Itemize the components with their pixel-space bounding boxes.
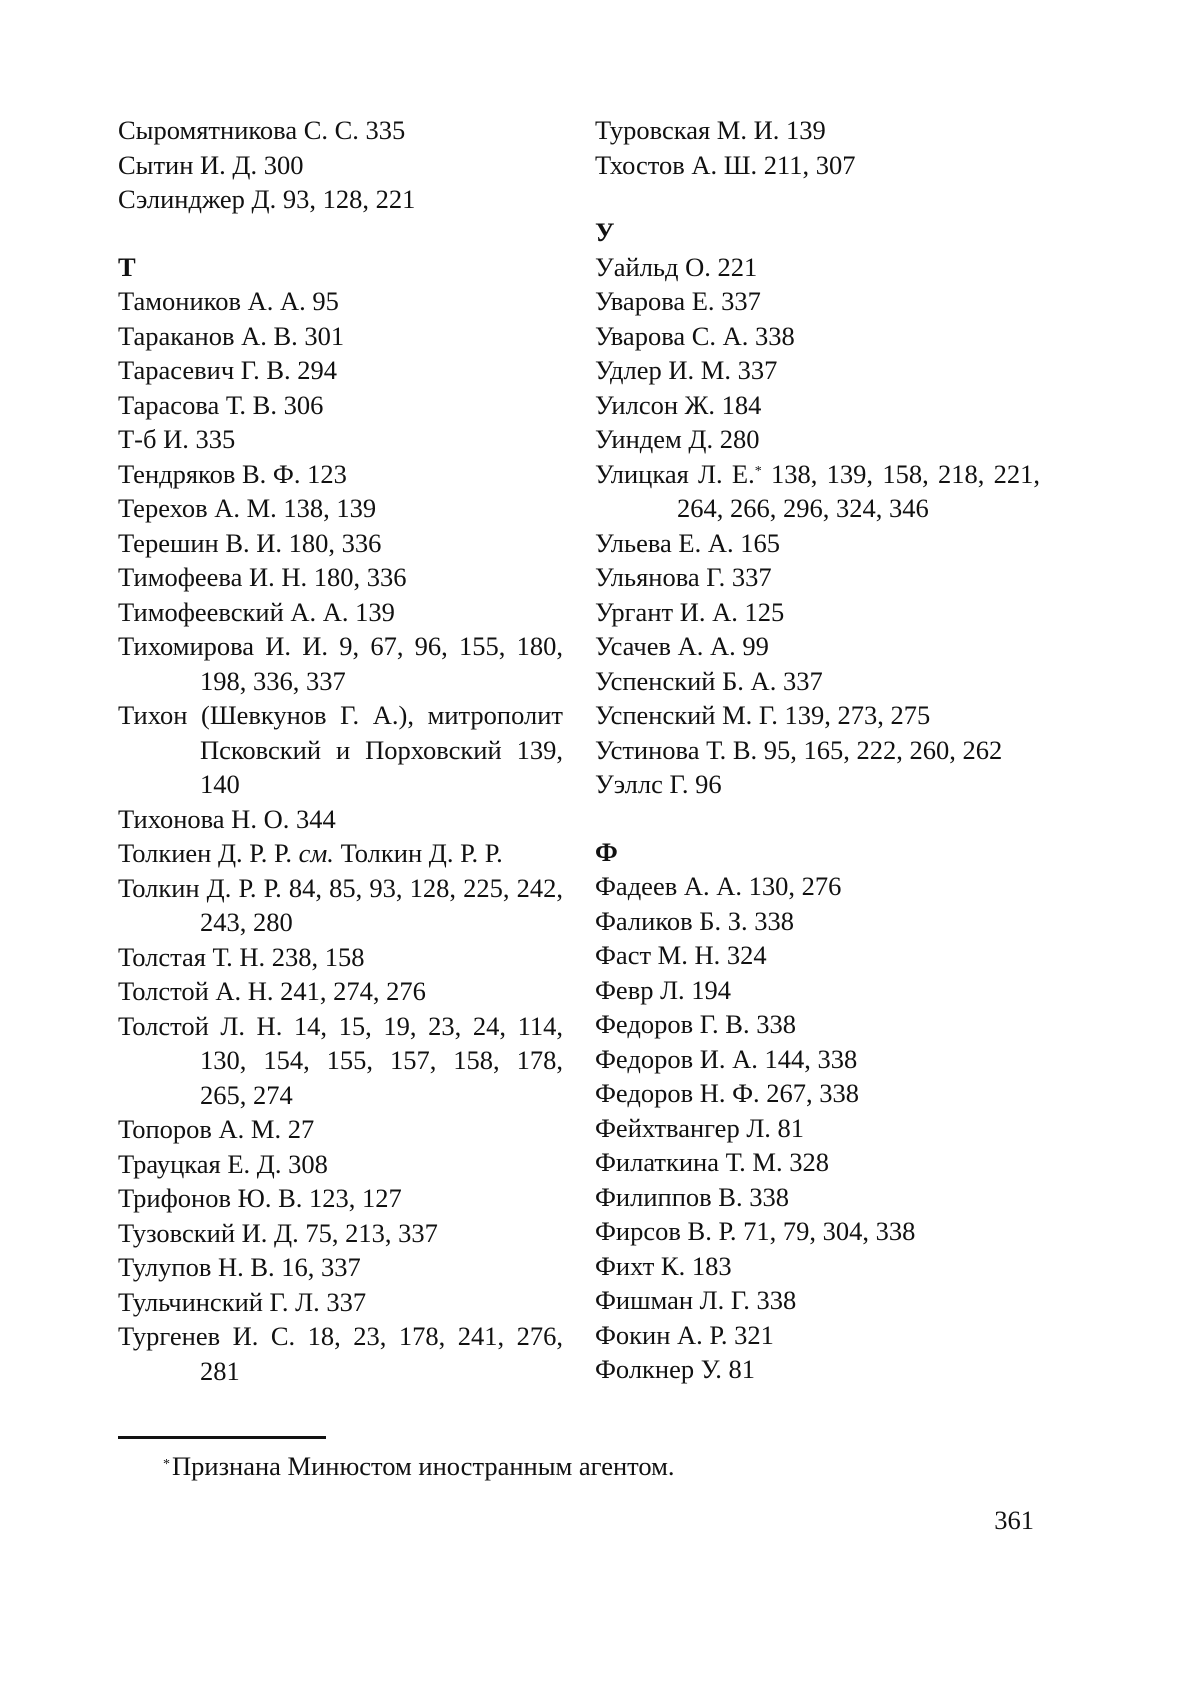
index-column-right (595, 113, 1040, 1387)
index-column-left (118, 113, 563, 1388)
footnote-marker: * (754, 463, 762, 479)
index-entry-tolkien-see (118, 836, 563, 871)
index-entry: Успенский М. Г. 139, 273, 275 (595, 700, 931, 730)
letter-heading-f: Ф (595, 836, 618, 867)
index-entry: Тургенев И. С. 18, 23, 178, 241, 276, 281 (118, 1321, 563, 1386)
index-entry: Уварова С. А. 338 (595, 320, 795, 351)
index-entry: Фокин А. Р. 321 (595, 1319, 774, 1350)
index-entry: Тхостов А. Ш. 211, 307 (595, 149, 856, 180)
index-entry: Фаликов Б. З. 338 (595, 905, 794, 936)
index-entry: Федоров Г. В. 338 (595, 1009, 796, 1039)
index-entry: Успенский Б. А. 337 (595, 665, 823, 696)
index-entry: Тараканов А. В. 301 (118, 320, 345, 351)
footnote (163, 1449, 675, 1483)
index-entry: Сытин И. Д. 300 (118, 149, 304, 180)
footnote-mark: * (163, 1457, 170, 1472)
index-entry: Тузовский И. Д. 75, 213, 337 (118, 1217, 438, 1248)
index-entry: Тулупов Н. В. 16, 337 (118, 1252, 361, 1282)
index-entry: Трауцкая Е. Д. 308 (118, 1148, 328, 1179)
index-entry: Фихт К. 183 (595, 1250, 732, 1281)
index-group-u-1 (595, 250, 1040, 457)
index-entry: Трифонов Ю. В. 123, 127 (118, 1183, 402, 1213)
index-entry: Туровская М. И. 139 (595, 115, 826, 145)
index-entry: Т-б И. 335 (118, 424, 236, 454)
footnote-rule (118, 1436, 326, 1439)
index-entry: Фишман Л. Г. 338 (595, 1285, 797, 1315)
index-entry: Толкин Д. Р. Р. 84, 85, 93, 128, 225, 242, 243, 280 (118, 872, 563, 937)
index-entry: Фолкнер У. 81 (595, 1354, 755, 1384)
index-entry: Усачев А. А. 99 (595, 631, 769, 661)
index-group-s-tail (118, 113, 563, 217)
index-entry-ulitskaya (595, 457, 1040, 526)
index-entry: Фадеев А. А. 130, 276 (595, 871, 842, 901)
index-entry: Филаткина Т. М. 328 (595, 1147, 829, 1177)
index-entry: Сэлинджер Д. 93, 128, 221 (118, 184, 416, 214)
entry-text: Толкин Д. Р. Р. (333, 838, 503, 868)
index-entry: Уиндем Д. 280 (595, 424, 760, 454)
index-entry: Удлер И. М. 337 (595, 355, 778, 385)
see-reference: см. (298, 838, 334, 868)
index-group-t-1 (118, 284, 563, 836)
letter-heading-t: Т (118, 251, 136, 282)
index-entry: Федоров И. А. 144, 338 (595, 1043, 858, 1074)
index-entry: Устинова Т. В. 95, 165, 222, 260, 262 (595, 734, 1003, 765)
index-entry: Уайльд О. 221 (595, 251, 758, 282)
index-group-t-2 (118, 871, 563, 1389)
index-entry: Ургант И. А. 125 (595, 596, 785, 627)
index-entry: Уилсон Ж. 184 (595, 389, 762, 420)
entry-text: Толкиен Д. Р. Р. (118, 838, 299, 868)
index-entry: Тимофеева И. Н. 180, 336 (118, 562, 407, 592)
footnote-text: Признана Минюстом иностранным агентом. (172, 1451, 675, 1481)
index-entry: Терешин В. И. 180, 336 (118, 527, 382, 558)
index-entry: Тихон (Шевкунов Г. А.), митрополит Псковский и Порховский 139, 140 (118, 700, 563, 799)
entry-name: Улицкая Л. Е. (595, 458, 755, 489)
index-entry: Уэллс Г. 96 (595, 769, 722, 799)
index-entry: Толстой Л. Н. 14, 15, 19, 23, 24, 114, 130, 154, 155, 157, 158, 178, 265, 274 (118, 1010, 563, 1110)
index-entry: Топоров А. М. 27 (118, 1114, 315, 1144)
index-entry: Тульчинский Г. Л. 337 (118, 1286, 367, 1317)
index-entry: Тамоников А. А. 95 (118, 286, 339, 316)
index-entry: Тендряков В. Ф. 123 (118, 458, 347, 489)
index-entry: Фаст М. Н. 324 (595, 940, 767, 970)
page-number: 361 (994, 1505, 1034, 1535)
index-entry: Толстой А. Н. 241, 274, 276 (118, 976, 426, 1006)
letter-heading-u: У (595, 217, 615, 247)
index-entry: Уварова Е. 337 (595, 286, 761, 316)
index-entry: Федоров Н. Ф. 267, 338 (595, 1078, 860, 1108)
index-entry: Тимофеевский А. А. 139 (118, 596, 395, 627)
index-entry: Терехов А. М. 138, 139 (118, 493, 377, 523)
index-entry: Февр Л. 194 (595, 974, 732, 1005)
index-entry: Фирсов В. Р. 71, 79, 304, 338 (595, 1216, 916, 1246)
entry-pages: 138, 139, 158, 218, 221, 264, 266, 296, 324, 346 (677, 458, 1040, 523)
index-entry: Ульянова Г. 337 (595, 562, 772, 592)
index-group-f (595, 869, 1040, 1387)
index-entry: Фейхтвангер Л. 81 (595, 1112, 805, 1143)
index-entry: Филиппов В. 338 (595, 1181, 789, 1212)
index-group-t-tail (595, 113, 1040, 182)
index-entry: Сыромятникова С. С. 335 (118, 115, 406, 145)
index-entry: Тарасова Т. В. 306 (118, 389, 324, 420)
index-entry: Тихонова Н. О. 344 (118, 803, 336, 834)
index-entry: Тарасевич Г. В. 294 (118, 355, 338, 385)
index-entry: Толстая Т. Н. 238, 158 (118, 941, 365, 972)
index-entry: Ульева Е. А. 165 (595, 527, 780, 558)
index-group-u-2 (595, 526, 1040, 802)
index-entry: Тихомирова И. И. 9, 67, 96, 155, 180, 198, 336, 337 (118, 631, 563, 696)
